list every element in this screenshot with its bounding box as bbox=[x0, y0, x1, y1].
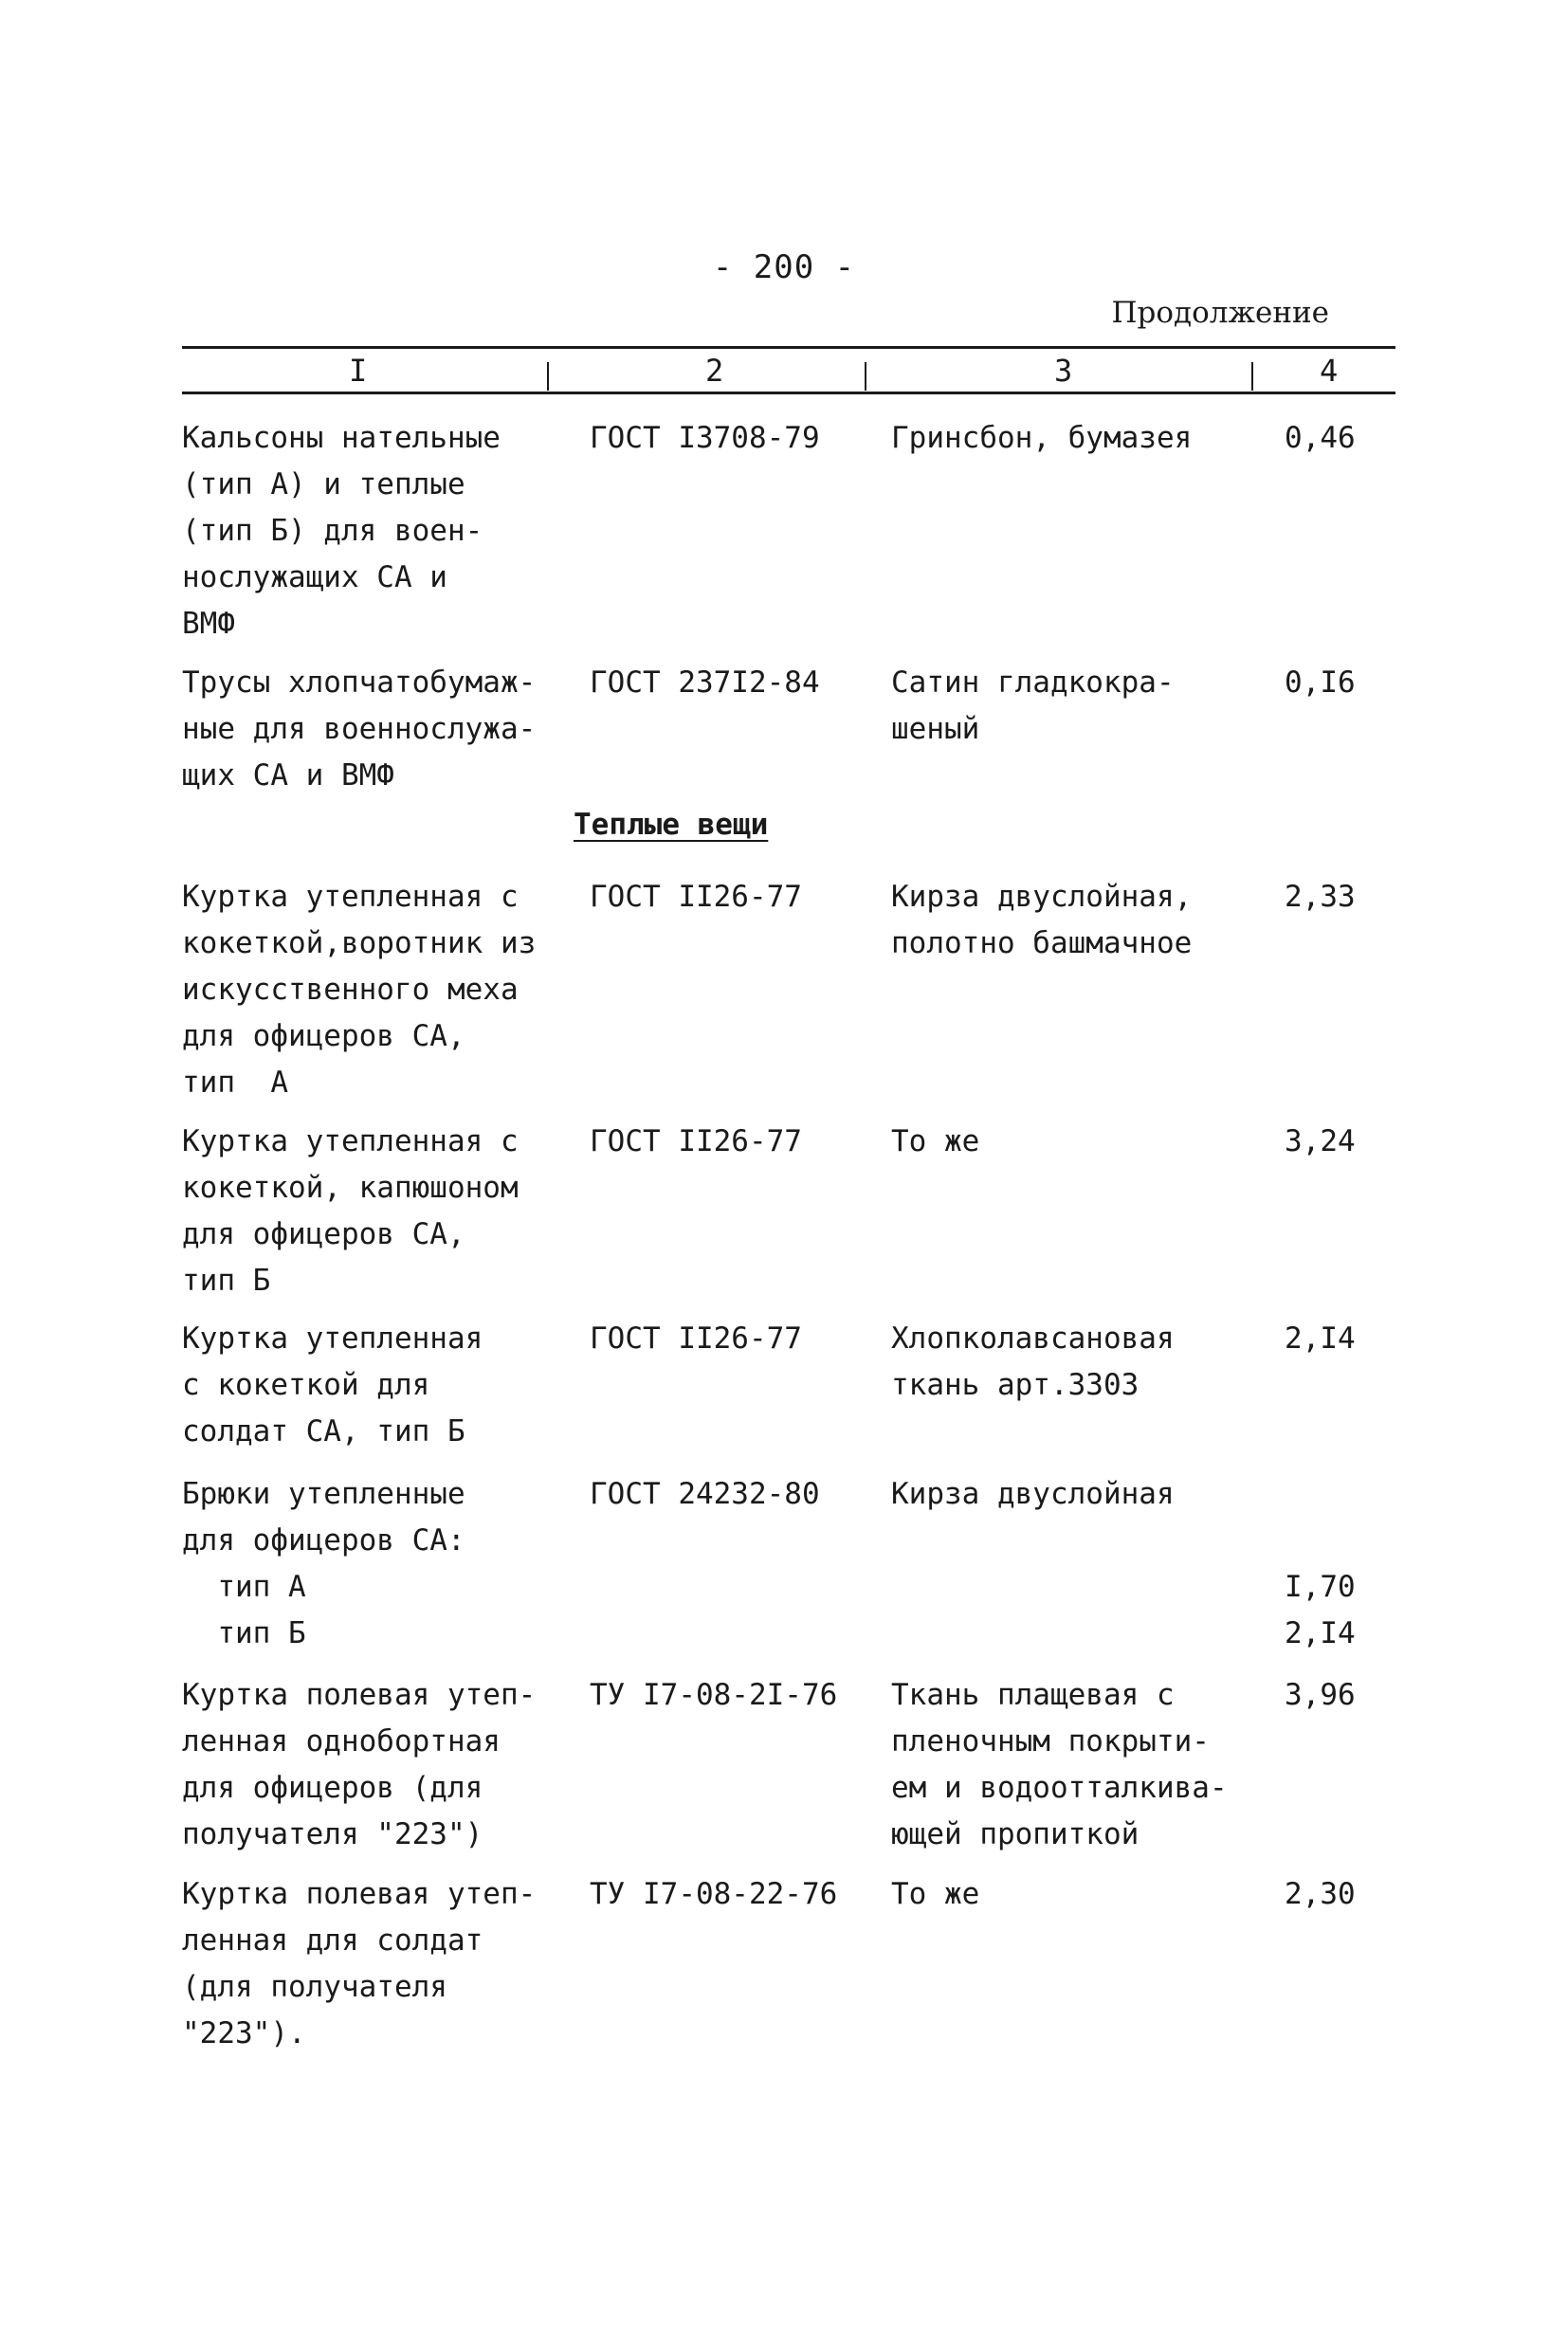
header-col-4: 4 bbox=[1320, 353, 1339, 389]
item-value: 0,46 bbox=[1285, 421, 1356, 455]
header-col-2: 2 bbox=[705, 353, 724, 389]
item-standard: ГОСТ II26-77 bbox=[590, 1321, 802, 1356]
item-material: Сатин гладкокра- шеный bbox=[891, 665, 1175, 746]
item-material: Ткань плащевая с пленочным покрыти- ем и водоотталкива- ющей пропиткой bbox=[891, 1678, 1228, 1851]
item-standard: ТУ I7-08-22-76 bbox=[590, 1877, 838, 1911]
item-name: Куртка утепленная с кокеткой,воротник из искусственного меха для офицеров СА, тип А bbox=[182, 880, 537, 1100]
item-name: Куртка утепленная с кокеткой, капюшоном для офицеров СА, тип Б bbox=[182, 1124, 519, 1298]
item-name: Куртка полевая утеп- ленная для солдат (для получателя "223"). bbox=[182, 1877, 537, 2050]
item-standard: ГОСТ II26-77 bbox=[590, 1124, 802, 1158]
item-name: Куртка утепленная с кокеткой для солдат СА, тип Б bbox=[182, 1321, 483, 1449]
item-value: I,70 2,I4 bbox=[1285, 1570, 1356, 1650]
item-value: 2,I4 bbox=[1285, 1321, 1356, 1356]
continuation-label: Продолжение bbox=[1111, 296, 1329, 330]
item-material: Гринсбон, бумазея bbox=[891, 421, 1193, 455]
item-standard: ГОСТ I3708-79 bbox=[590, 421, 820, 455]
table-rule-bottom bbox=[182, 392, 1395, 394]
item-value: 3,24 bbox=[1285, 1124, 1356, 1158]
section-title: Теплые вещи bbox=[574, 808, 769, 842]
item-material: То же bbox=[891, 1124, 980, 1158]
page-number: - 200 - bbox=[712, 248, 856, 286]
item-value: 0,I6 bbox=[1285, 665, 1356, 700]
item-name: Трусы хлопчатобумаж- ные для военнослужа- щих СА и ВМФ bbox=[182, 665, 537, 793]
header-col-1: I bbox=[349, 353, 368, 389]
item-standard: ТУ I7-08-2I-76 bbox=[590, 1678, 838, 1712]
item-name: Куртка полевая утеп- ленная однобортная для офицеров (для получателя "223") bbox=[182, 1678, 537, 1851]
item-material: Кирза двуслойная bbox=[891, 1477, 1175, 1511]
item-standard: ГОСТ 24232-80 bbox=[590, 1477, 820, 1511]
item-material: То же bbox=[891, 1877, 980, 1911]
item-value: 2,30 bbox=[1285, 1877, 1356, 1911]
item-value: 3,96 bbox=[1285, 1678, 1356, 1712]
item-value: 2,33 bbox=[1285, 880, 1356, 914]
header-separator bbox=[547, 362, 549, 391]
item-standard: ГОСТ II26-77 bbox=[590, 880, 802, 914]
table-rule-top bbox=[182, 346, 1395, 349]
header-separator bbox=[1251, 362, 1253, 391]
item-standard: ГОСТ 237I2-84 bbox=[590, 665, 820, 700]
header-separator bbox=[865, 362, 866, 391]
header-col-3: 3 bbox=[1054, 353, 1073, 389]
item-material: Кирза двуслойная, полотно башмачное bbox=[891, 880, 1193, 960]
item-material: Хлопколавсановая ткань арт.3303 bbox=[891, 1321, 1175, 1402]
item-name: Брюки утепленные для офицеров СА: тип А тип Б bbox=[182, 1477, 465, 1650]
item-name: Кальсоны нательные (тип А) и теплые (тип Б) для воен- нослужащих СА и ВМФ bbox=[182, 421, 501, 641]
